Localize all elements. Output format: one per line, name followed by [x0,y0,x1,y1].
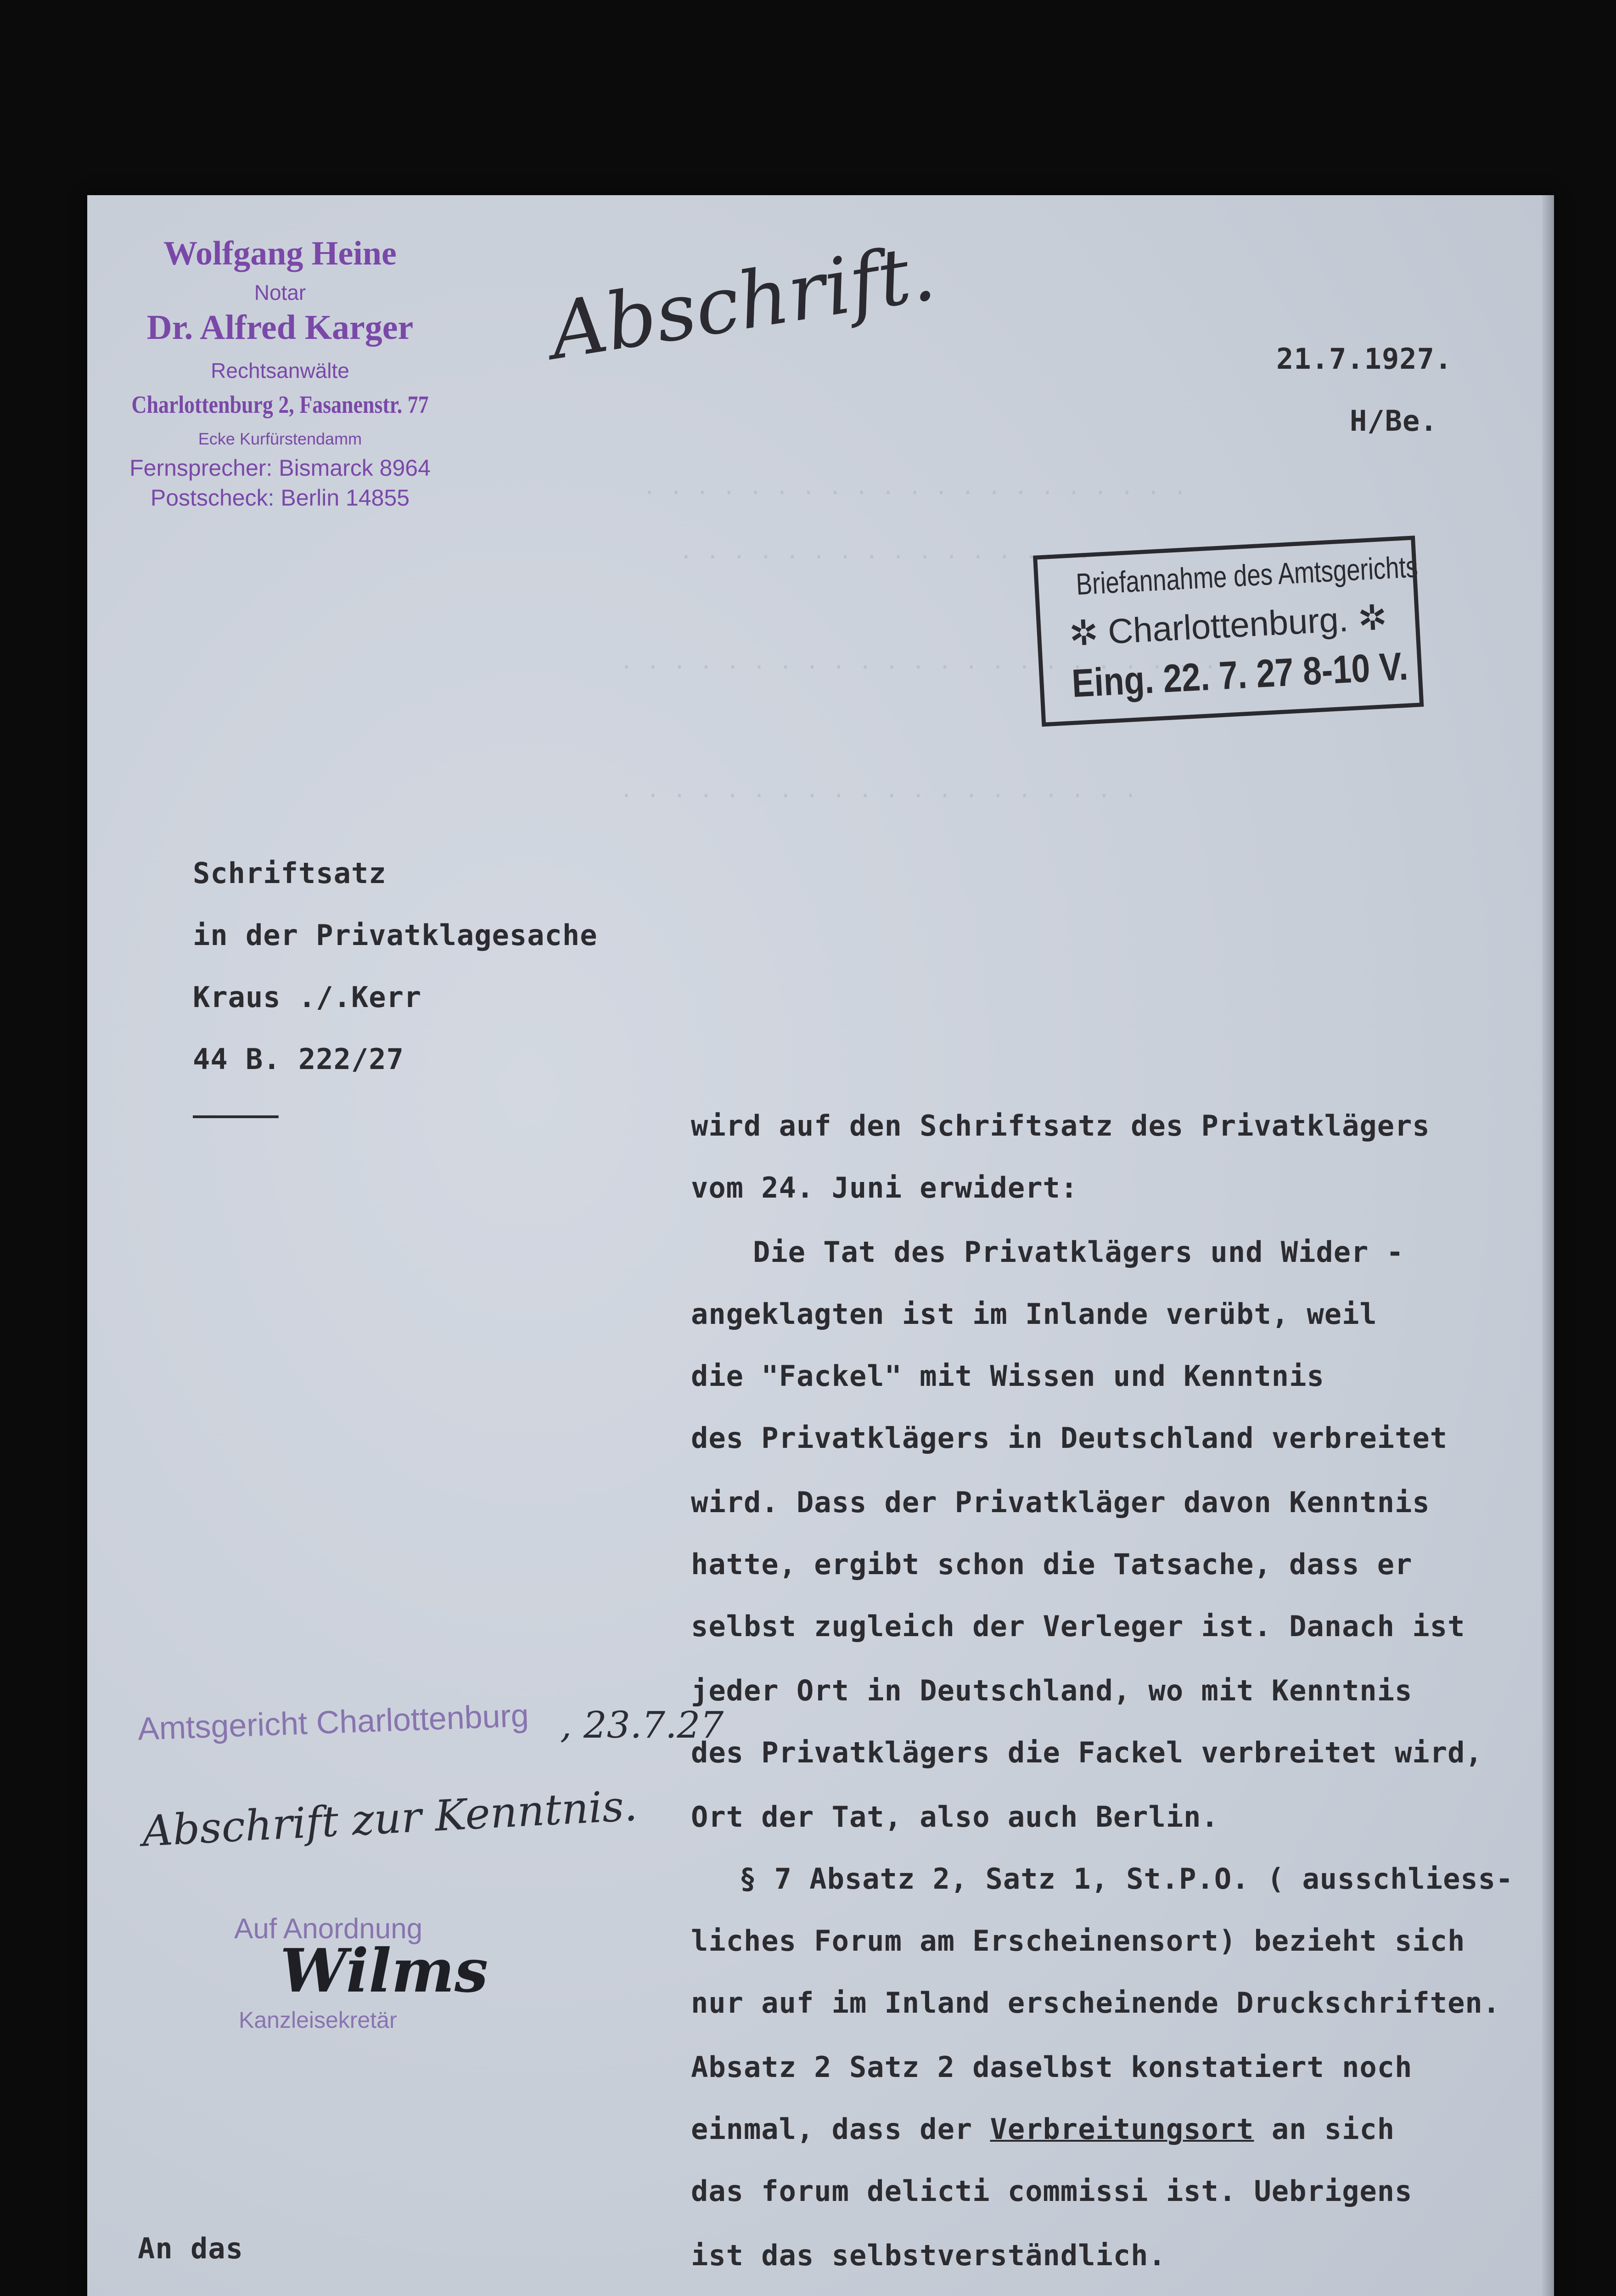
body-line: ist das selbstverständlich. [691,2239,1166,2272]
star-icon: ✲ [1068,612,1109,654]
body-line: wird auf den Schriftsatz des Privatklägers [691,1109,1430,1142]
body-line: jeder Ort in Deutschland, wo mit Kenntnis [691,1674,1413,1707]
subject-line-2: in der Privatklagesache [193,918,598,952]
letterhead-title-rechtsanwaelte: Rechtsanwälte [211,359,349,383]
bleed-through-text: · · · · · · · · · · · · · · · · · · · · [620,783,1138,809]
body-line: nur auf im Inland erscheinende Druckschriften. [691,1986,1501,2020]
stamp-line-office: Briefannahme des Amtsgerichts [1075,549,1419,602]
signature: Wilms [280,1936,488,2006]
body-line-text: einmal, dass der Verbreitungsort an sich [691,2112,1395,2146]
body-line: liches Forum am Erscheinensort) bezieht sich [691,1924,1465,1958]
letterhead-name-karger: Dr. Alfred Karger [146,308,414,347]
court-stamp: Amtsgericht Charlottenburg [137,1697,529,1747]
letter-date: 21.7.1927. [1276,342,1453,376]
received-stamp [1033,535,1424,726]
body-line: Absatz 2 Satz 2 daselbst konstatiert noch [691,2050,1413,2084]
bleed-through-text: · · · · · · · · · · · · · · · · [679,544,1091,570]
body-line: wird. Dass der Privatkläger davon Kenntnis [691,1486,1430,1519]
body-line: des Privatklägers in Deutschland verbreitet [691,1421,1448,1455]
subject-rule: ——————— [193,1102,277,1129]
letterhead-name-heine: Wolfgang Heine [163,235,397,272]
body-line: vom 24. Juni erwidert: [691,1171,1078,1204]
letterhead-phone: Fernsprecher: Bismarck 8964 [129,455,431,481]
body-line: § 7 Absatz 2, Satz 1, St.P.O. ( ausschliess- [739,1862,1514,1896]
subject-line-4: 44 B. 222/27 [193,1042,404,1076]
letterhead-title-notar: Notar [254,281,306,304]
letterhead-postcheck: Postscheck: Berlin 14855 [150,485,410,511]
body-line: Ort der Tat, also auch Berlin. [691,1800,1219,1834]
court-stamp-date-text: 23.7.27 [583,1704,724,1746]
body-line: des Privatklägers die Fackel verbreitet wird, [691,1736,1483,1769]
subject-line-1: Schriftsatz [193,856,387,890]
body-line: das forum delicti commissi ist. Uebrigens [691,2174,1413,2208]
addressee-line-1: An das [138,2232,243,2265]
reference-initials: H/Be. [1350,404,1438,438]
bleed-through-text: · · · · · · · · · · · · · · · · · · · · · · · [620,654,1217,680]
body-line: Die Tat des Privatklägers und Wider - [753,1235,1404,1269]
order-stamp: Auf Anordnung [234,1913,423,1945]
body-line [691,2112,1395,2146]
letterhead-address: Charlottenburg 2, Fasanenstr. 77 [131,391,429,418]
handwritten-note: Abschrift zur Kenntnis. [141,1781,639,1856]
stamp-city: Charlottenburg. [1107,600,1349,652]
bleed-through-text: · · · · · · · · · · · · · · · · · · · · · [643,480,1187,506]
body-line: hatte, ergibt schon die Tatsache, dass er [691,1548,1413,1581]
stamp-line-received: Eing. 22. 7. 27 8-10 V. [1071,644,1409,706]
court-stamp-date: , 23.7.27 [560,1704,724,1746]
page-edge [1542,195,1554,2296]
subject-line-3: Kraus ./.Kerr [193,980,422,1014]
body-line: angeklagten ist im Inlande verübt, weil [691,1297,1377,1331]
role-stamp: Kanzleisekretär [239,2007,397,2033]
abschrift-heading: Abschrift. [544,227,941,377]
body-line: selbst zugleich der Verleger ist. Danach ist [691,1609,1465,1643]
document-page [87,195,1554,2296]
body-line: die "Fackel" mit Wissen und Kenntnis [691,1359,1324,1393]
underlined-word: Verbreitungsort [990,2112,1254,2146]
letterhead-corner: Ecke Kurfürstendamm [198,429,362,448]
star-icon: ✲ [1347,597,1388,639]
